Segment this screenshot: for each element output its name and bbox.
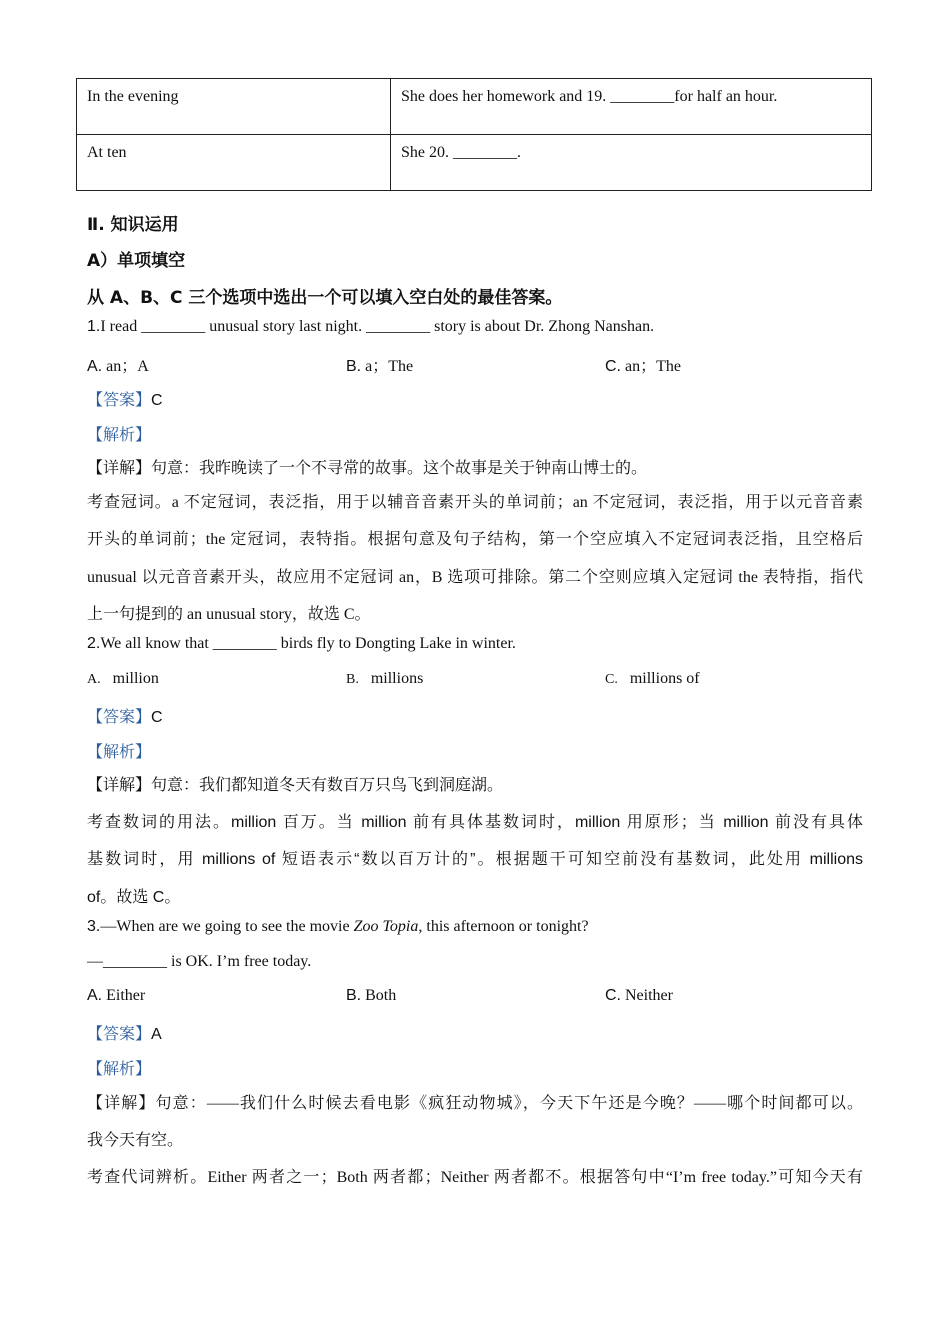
analysis-label: 【解析】 — [87, 1061, 152, 1078]
section-subtitle: A）单项填空 — [87, 251, 186, 271]
explanation-line: 考查代词辨析。Either 两者之一；Both 两者都；Neither 两者都不。根据答句中“I’m free today.”可知今天有 — [87, 1169, 863, 1186]
question-number: 2. — [87, 635, 101, 652]
analysis-label: 【解析】 — [87, 427, 152, 444]
answer-line: 【答案】C — [87, 709, 163, 726]
question-stem: We all know that ________ birds fly to Dongting Lake in winter. — [100, 635, 516, 652]
section-title: Ⅱ. 知识运用 — [87, 215, 179, 235]
section-instruction: 从 A、B、C 三个选项中选出一个可以填入空白处的最佳答案。 — [87, 288, 563, 308]
option-a: A. an；A — [87, 358, 149, 375]
answer-line: 【答案】C — [87, 392, 163, 409]
explanation-line: 开头的单词前；the 定冠词，表特指。根据句意及句子结构，第一个空应填入不定冠词表泛指，且空格后 — [87, 531, 863, 548]
question-number: 1. — [87, 318, 101, 335]
answer-line: 【答案】A — [87, 1026, 162, 1043]
explanation-line: 考查数词的用法。million 百万。当 million 前有具体基数词时，million 用原形；当 million 前没有具体 — [87, 814, 863, 831]
detail-line: 【详解】句意：我昨晚读了一个不寻常的故事。这个故事是关于钟南山博士的。 — [87, 460, 648, 477]
option-a: A. million — [87, 670, 159, 687]
question-reply: —________ is OK. I’m free today. — [87, 953, 312, 970]
question-stem: I read ________ unusual story last night. ________ story is about Dr. Zhong Nanshan. — [100, 318, 655, 335]
table-row — [77, 79, 872, 135]
explanation-line: 上一句提到的 an unusual story，故选 C。 — [87, 606, 371, 623]
option-c: C. Neither — [605, 987, 673, 1004]
table-cell-time: In the evening — [77, 79, 391, 135]
answer-value: C — [151, 709, 163, 726]
detail-line: 【详解】句意：——我们什么时候去看电影《疯狂动物城》，今天下午还是今晚？——哪个时间都可以。 — [87, 1095, 863, 1112]
option-b: B. Both — [346, 987, 397, 1004]
explanation-line: unusual 以元音音素开头，故应用不定冠词 an，B 选项可排除。第二个空则应填入定冠词 the 表特指，指代 — [87, 569, 863, 586]
table-cell-activity: She 20. ________. — [391, 135, 872, 191]
explanation-line: 基数词时，用 millions of 短语表示“数以百万计的”。根据题干可知空前没有基数词，此处用 millions — [87, 851, 863, 868]
table-cell-time: At ten — [77, 135, 391, 191]
answer-value: A — [151, 1026, 162, 1043]
schedule-table — [76, 78, 872, 191]
question-3: 3.—When are we going to see the movie Zoo Topia, this afternoon or tonight? — [87, 918, 589, 935]
option-b: B. a；The — [346, 358, 414, 375]
option-c: C. an；The — [605, 358, 681, 375]
explanation-line: of。故选 C。 — [87, 889, 181, 906]
detail-line: 【详解】句意：我们都知道冬天有数百万只鸟飞到洞庭湖。 — [87, 777, 504, 794]
table-row — [77, 135, 872, 191]
option-a: A. Either — [87, 987, 146, 1004]
movie-title: Zoo Topia — [353, 918, 419, 935]
detail-line-cont: 我今天有空。 — [87, 1132, 184, 1149]
question-2 — [87, 635, 516, 653]
explanation-line: 考查冠词。a 不定冠词，表泛指，用于以辅音音素开头的单词前；an 不定冠词，表泛指，用于以元音音素 — [87, 494, 863, 511]
option-b: B. millions — [346, 670, 424, 687]
table-cell-activity: She does her homework and 19. ________for half an hour. — [391, 79, 872, 135]
question-number: 3. — [87, 918, 101, 935]
question-1 — [87, 318, 654, 336]
answer-value: C — [151, 392, 163, 409]
analysis-label: 【解析】 — [87, 744, 152, 761]
option-c: C. millions of — [605, 670, 700, 687]
